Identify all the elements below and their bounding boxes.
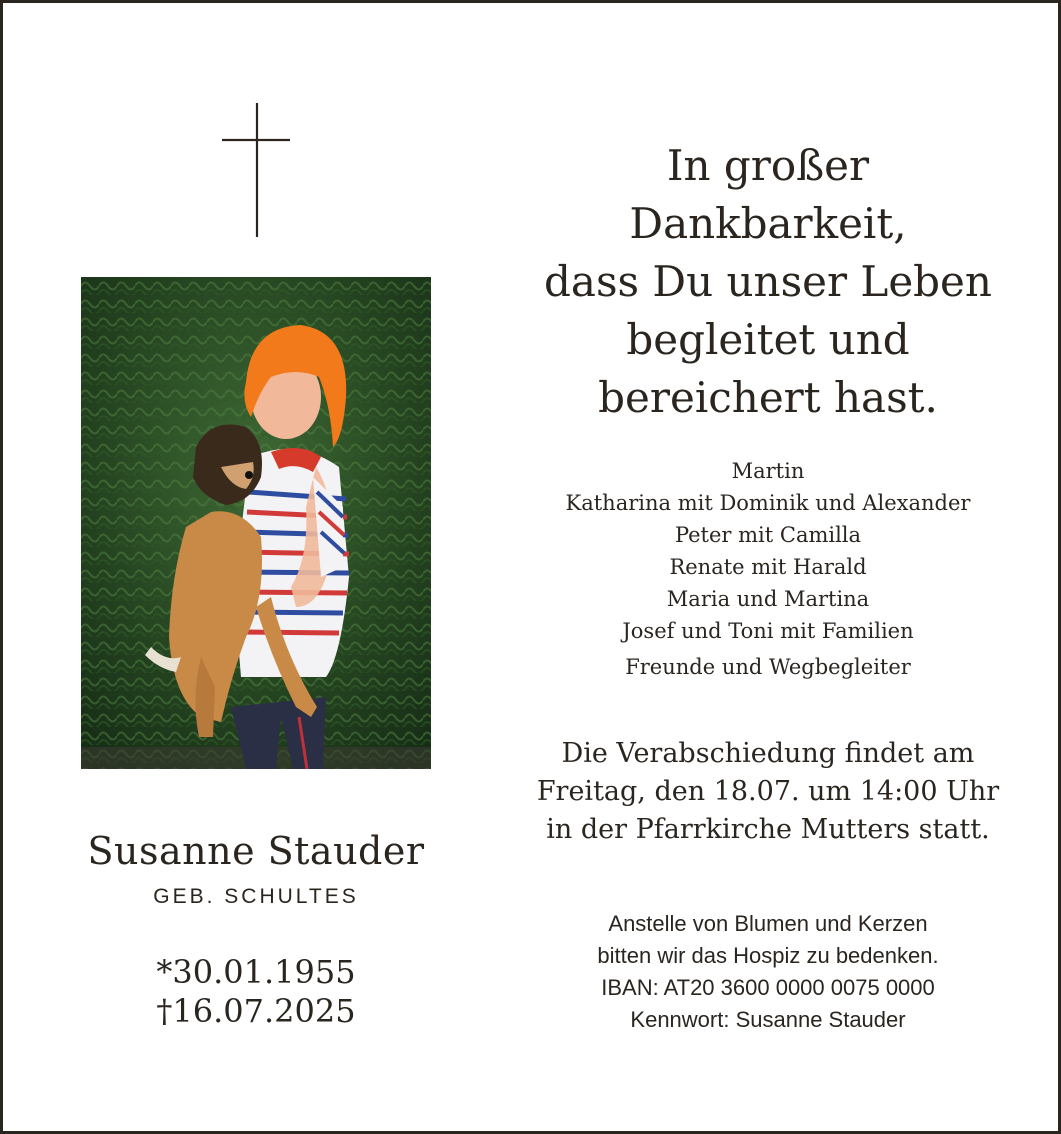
ceremony-info xyxy=(508,735,1028,849)
mourner-item: Katharina mit Dominik und Alexander xyxy=(565,491,971,515)
death-date: †16.07.2025 xyxy=(156,992,356,1030)
donation-line: bitten wir das Hospiz zu bedenken. xyxy=(597,943,939,968)
headline-line: dass Du unser Leben xyxy=(544,257,992,306)
maiden-name: GEB. SCHULTES xyxy=(153,885,359,908)
birth-date: *30.01.1955 xyxy=(156,953,356,991)
headline-line: bereichert hast. xyxy=(598,373,938,422)
mourner-item: Martin xyxy=(731,459,805,483)
mourner-item: Peter mit Camilla xyxy=(674,523,862,547)
keyword-line: Kennwort: Susanne Stauder xyxy=(630,1007,906,1032)
life-dates xyxy=(81,953,431,1031)
mourner-item: Maria und Martina xyxy=(666,587,870,611)
ceremony-line: in der Pfarrkirche Mutters statt. xyxy=(546,814,990,845)
iban-line: IBAN: AT20 3600 0000 0075 0000 xyxy=(601,975,935,1000)
headline-line: begleitet und xyxy=(626,315,910,364)
headline-line: Dankbarkeit, xyxy=(629,199,907,248)
ceremony-line: Freitag, den 18.07. um 14:00 Uhr xyxy=(536,776,1000,807)
cross-icon xyxy=(222,103,290,237)
mourners-list xyxy=(508,455,1028,683)
deceased-name: Susanne Stauder xyxy=(87,829,425,873)
mourner-item: Renate mit Harald xyxy=(669,555,867,579)
memorial-headline xyxy=(508,137,1028,427)
headline-line: In großer xyxy=(666,141,870,190)
portrait-photo xyxy=(81,277,431,769)
friends-line: Freunde und Wegbegleiter xyxy=(625,655,911,679)
donation-info xyxy=(508,908,1028,1036)
mourner-item: Josef und Toni mit Familien xyxy=(622,619,914,643)
donation-line: Anstelle von Blumen und Kerzen xyxy=(608,911,928,936)
ceremony-line: Die Verabschiedung findet am xyxy=(561,738,975,769)
